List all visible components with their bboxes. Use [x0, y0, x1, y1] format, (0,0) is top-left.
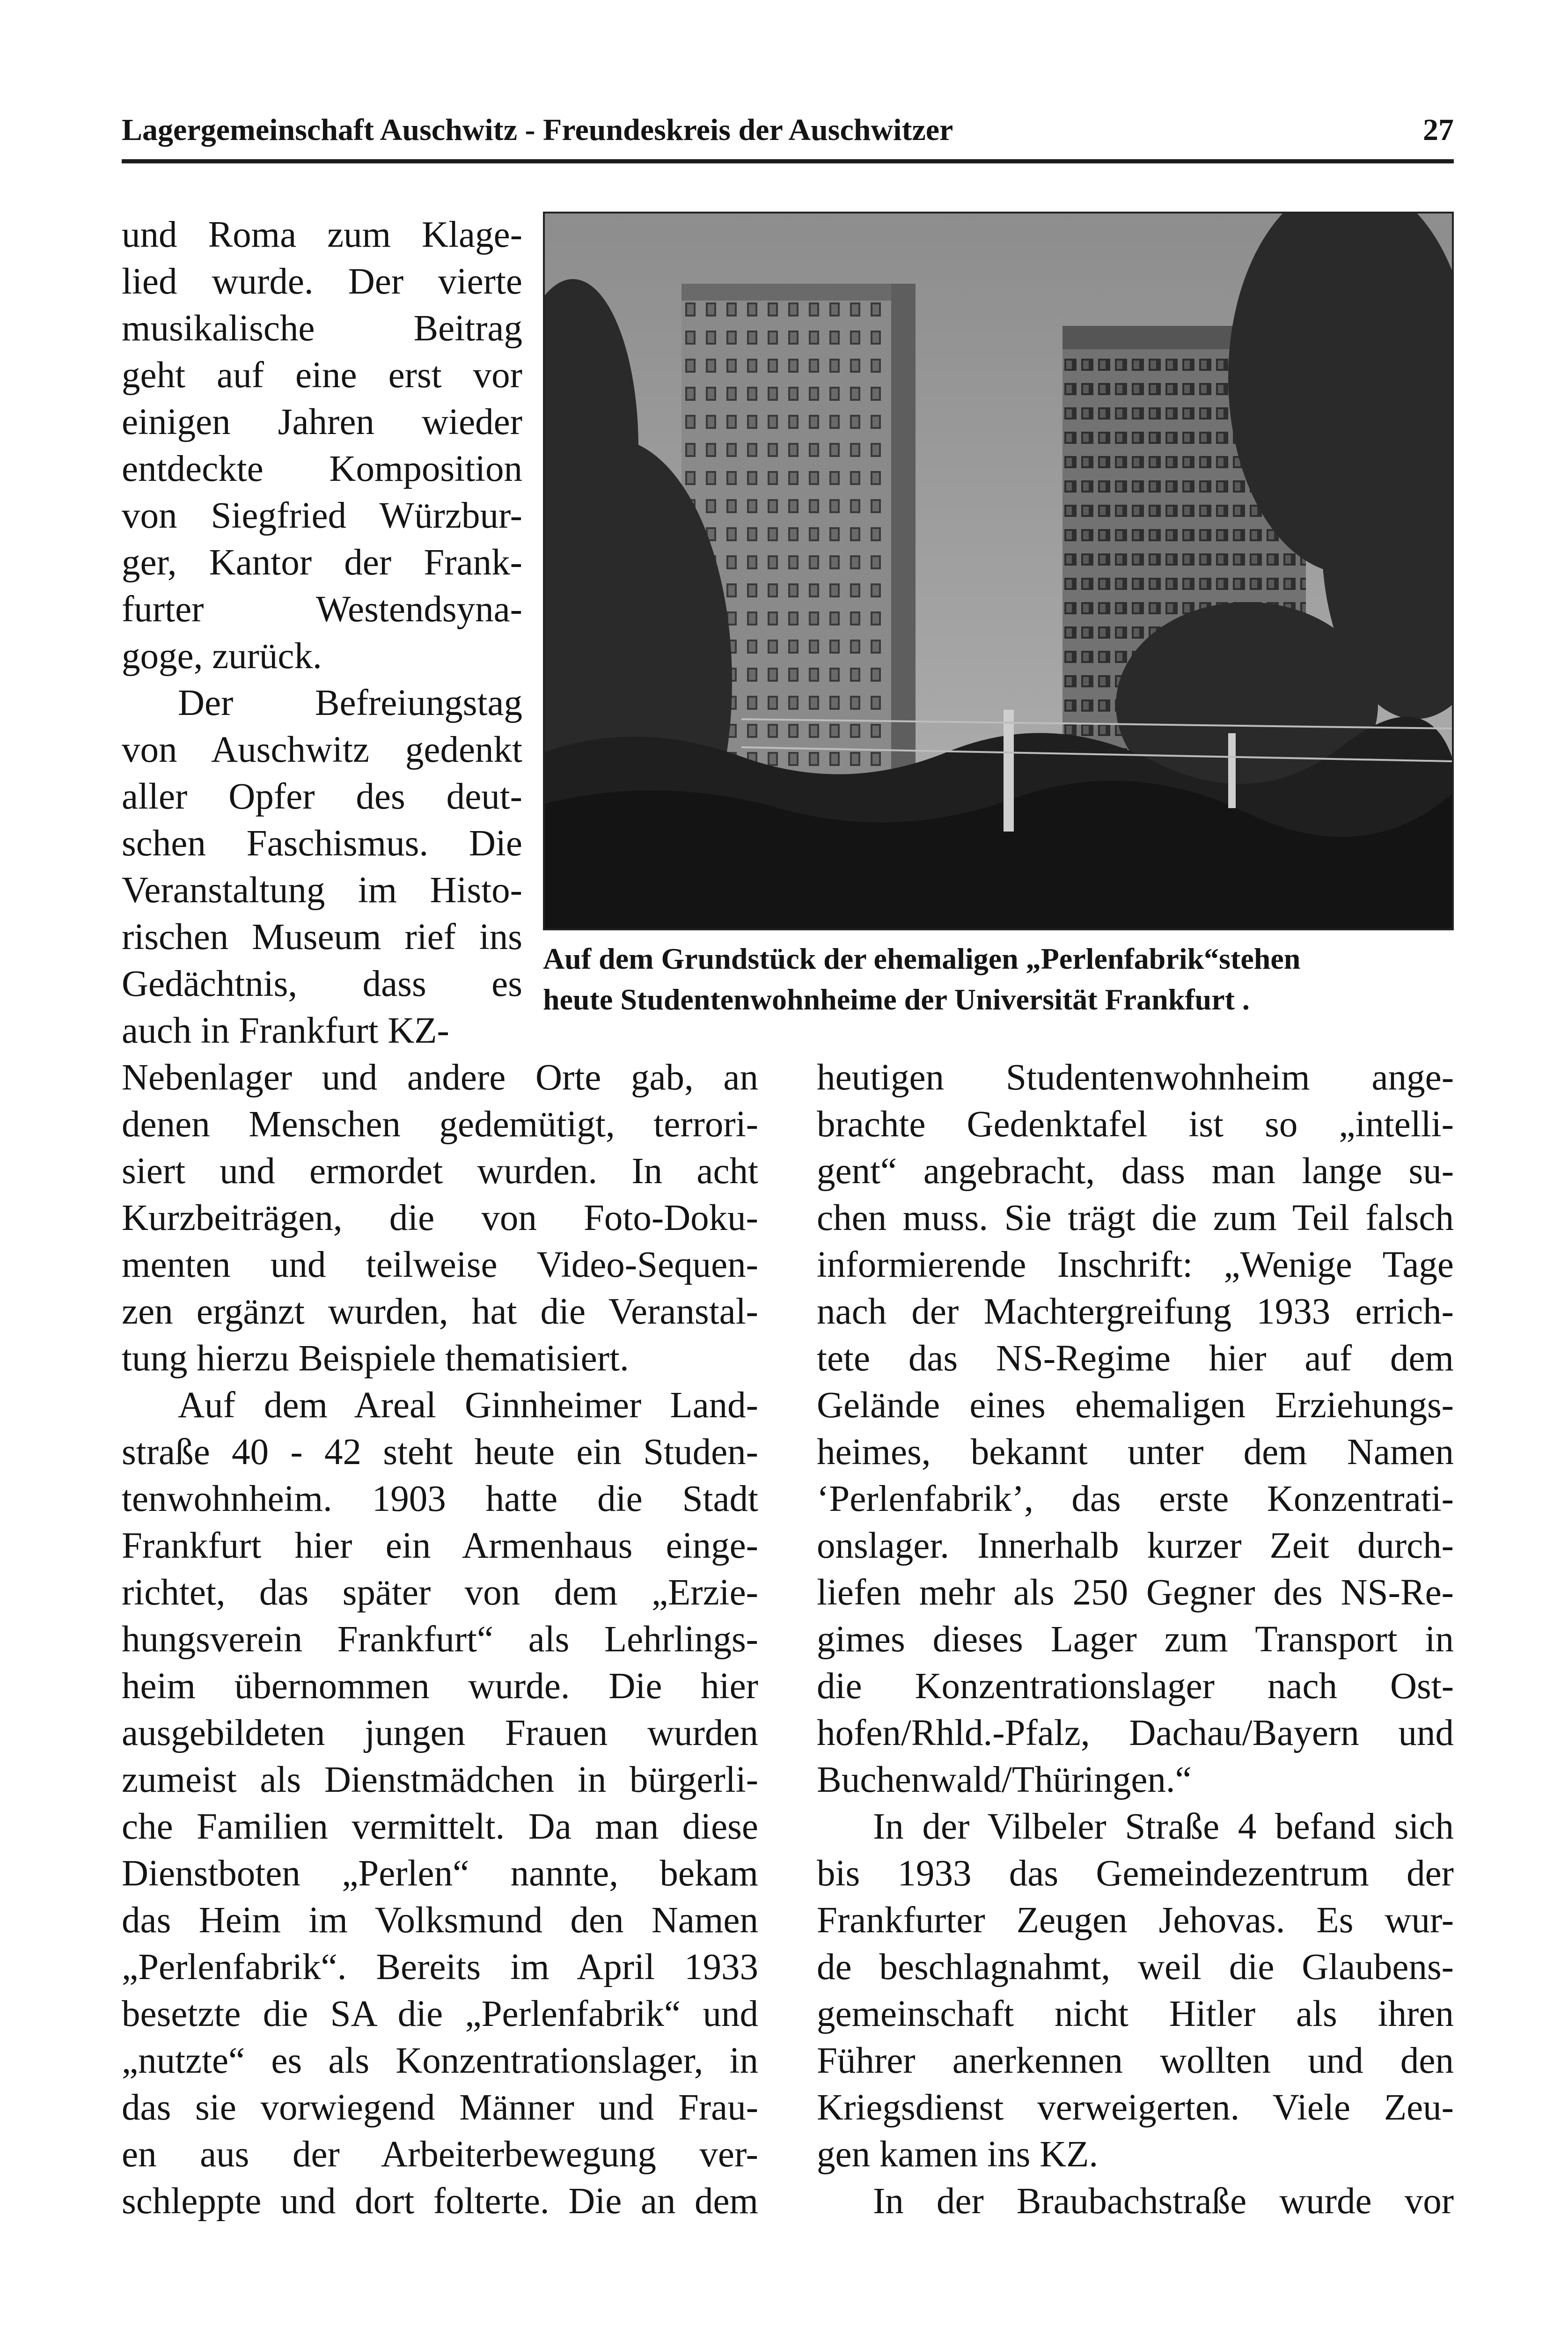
text-line: entdeckte Komposition: [122, 449, 522, 489]
text-line: ger, Kantor der Frank-: [122, 542, 522, 583]
text-line: zumeist als Dienstmädchen in bürgerli-: [122, 1759, 758, 1800]
text-line: schleppte und dort folterte. Die an dem: [122, 2181, 758, 2222]
text-line: heimes, bekannt unter dem Namen: [817, 1432, 1454, 1472]
text-line: hofen/Rhld.-Pfalz, Dachau/Bayern und: [817, 1713, 1454, 1753]
text-line: Gelände eines ehemaligen Erziehungs-: [817, 1385, 1454, 1426]
text-line: schen Faschismus. Die: [122, 823, 522, 864]
text-line: che Familien vermittelt. Da man diese: [122, 1806, 758, 1847]
text-line: en aus der Arbeiterbewegung ver-: [122, 2134, 758, 2175]
text-line: aller Opfer des deut-: [122, 776, 522, 817]
text-line: denen Menschen gedemütigt, terrori-: [122, 1104, 758, 1145]
text-line: tenwohnheim. 1903 hatte die Stadt: [122, 1479, 758, 1519]
text-line: gent“ angebracht, dass man lange su-: [817, 1151, 1454, 1192]
text-line: gen kamen ins KZ.: [817, 2134, 1099, 2175]
text-line: onslager. Innerhalb kurzer Zeit durch-: [817, 1525, 1454, 1566]
text-line: Führer anerkennen wollten und den: [817, 2040, 1454, 2081]
text-line: bis 1933 das Gemeindezentrum der: [817, 1853, 1454, 1894]
text-line: heutigen Studentenwohnheim ange-: [817, 1057, 1454, 1098]
text-line: von Auschwitz gedenkt: [122, 729, 522, 770]
text-line: menten und teilweise Video-Sequen-: [122, 1244, 758, 1285]
text-line: Auf dem Areal Ginnheimer Land-: [178, 1385, 758, 1426]
text-line: heim übernommen wurde. Die hier: [122, 1666, 758, 1707]
text-line: lied wurde. Der vierte: [122, 261, 522, 302]
text-line: Buchenwald/Thüringen.“: [817, 1759, 1192, 1800]
page-number: 27: [1423, 113, 1454, 147]
text-line: brachte Gedenktafel ist so „intelli-: [817, 1104, 1454, 1145]
text-line: einigen Jahren wieder: [122, 402, 522, 442]
text-line: straße 40 - 42 steht heute ein Studen-: [122, 1432, 758, 1472]
text-line: und Roma zum Klage-: [122, 214, 522, 255]
running-header-title: Lagergemeinschaft Auschwitz - Freundeskreis der Auschwitzer: [122, 113, 953, 147]
running-header: [122, 103, 1454, 163]
photo-caption-line: heute Studentenwohnheime der Universität Frankfurt .: [543, 983, 1250, 1016]
text-line: ‘Perlenfabrik’, das erste Konzentrati-: [817, 1479, 1454, 1519]
text-line: „nutzte“ es als Konzentrationslager, in: [122, 2040, 758, 2081]
text-line: gemeinschaft nicht Hitler als ihren: [817, 1994, 1454, 2034]
text-line: liefen mehr als 250 Gegner des NS-Re-: [817, 1572, 1454, 1613]
text-line: chen muss. Sie trägt die zum Teil falsch: [817, 1198, 1454, 1238]
text-line: richtet, das später von dem „Erzie-: [122, 1572, 758, 1613]
text-line: tung hierzu Beispiele thematisiert.: [122, 1338, 629, 1379]
text-line: „Perlenfabrik“. Bereits im April 1933: [122, 1947, 758, 1988]
text-line: Veranstaltung im Histo-: [122, 870, 522, 911]
text-line: zen ergänzt wurden, hat die Veranstal-: [122, 1291, 758, 1332]
text-line: Frankfurter Zeugen Jehovas. Es wur-: [817, 1900, 1454, 1941]
text-line: Gedächtnis, dass es: [122, 964, 522, 1004]
text-line: besetzte die SA die „Perlenfabrik“ und: [122, 1994, 758, 2034]
text-line: Kurzbeiträgen, die von Foto-Doku-: [122, 1198, 758, 1238]
text-line: In der Vilbeler Straße 4 befand sich: [873, 1806, 1454, 1847]
text-line: goge, zurück.: [122, 636, 322, 677]
text-line: Nebenlager und andere Orte gab, an: [122, 1057, 758, 1098]
text-line: Frankfurt hier ein Armenhaus einge-: [122, 1525, 758, 1566]
text-line: musikalische Beitrag: [122, 308, 522, 349]
text-line: siert und ermordet wurden. In acht: [122, 1151, 758, 1192]
text-line: gimes dieses Lager zum Transport in: [817, 1619, 1454, 1660]
text-line: auch in Frankfurt KZ-: [122, 1010, 449, 1051]
text-line: das sie vorwiegend Männer und Frau-: [122, 2087, 758, 2128]
text-line: nach der Machtergreifung 1933 errich-: [817, 1291, 1454, 1332]
text-line: hungsverein Frankfurt“ als Lehrlings-: [122, 1619, 758, 1660]
text-line: informierende Inschrift: „Wenige Tage: [817, 1244, 1454, 1285]
text-line: Der Befreiungstag: [178, 683, 522, 723]
text-line: Dienstboten „Perlen“ nannte, bekam: [122, 1853, 758, 1894]
text-line: das Heim im Volksmund den Namen: [122, 1900, 758, 1941]
text-line: die Konzentrationslager nach Ost-: [817, 1666, 1454, 1707]
text-line: In der Braubachstraße wurde vor: [873, 2181, 1454, 2222]
text-line: rischen Museum rief ins: [122, 917, 522, 957]
text-line: de beschlagnahmt, weil die Glaubens-: [817, 1947, 1454, 1988]
text-line: Kriegsdienst verweigerten. Viele Zeu-: [817, 2087, 1454, 2128]
text-line: von Siegfried Würzbur-: [122, 495, 522, 536]
text-line: ausgebildeten jungen Frauen wurden: [122, 1713, 758, 1753]
text-line: geht auf eine erst vor: [122, 355, 522, 396]
photo-caption-line: Auf dem Grundstück der ehemaligen „Perlenfabrik“stehen: [543, 942, 1301, 975]
photo-student-dormitories: [543, 212, 1454, 930]
text-line: furter Westendsyna-: [122, 589, 522, 630]
text-line: tete das NS-Regime hier auf dem: [817, 1338, 1454, 1379]
